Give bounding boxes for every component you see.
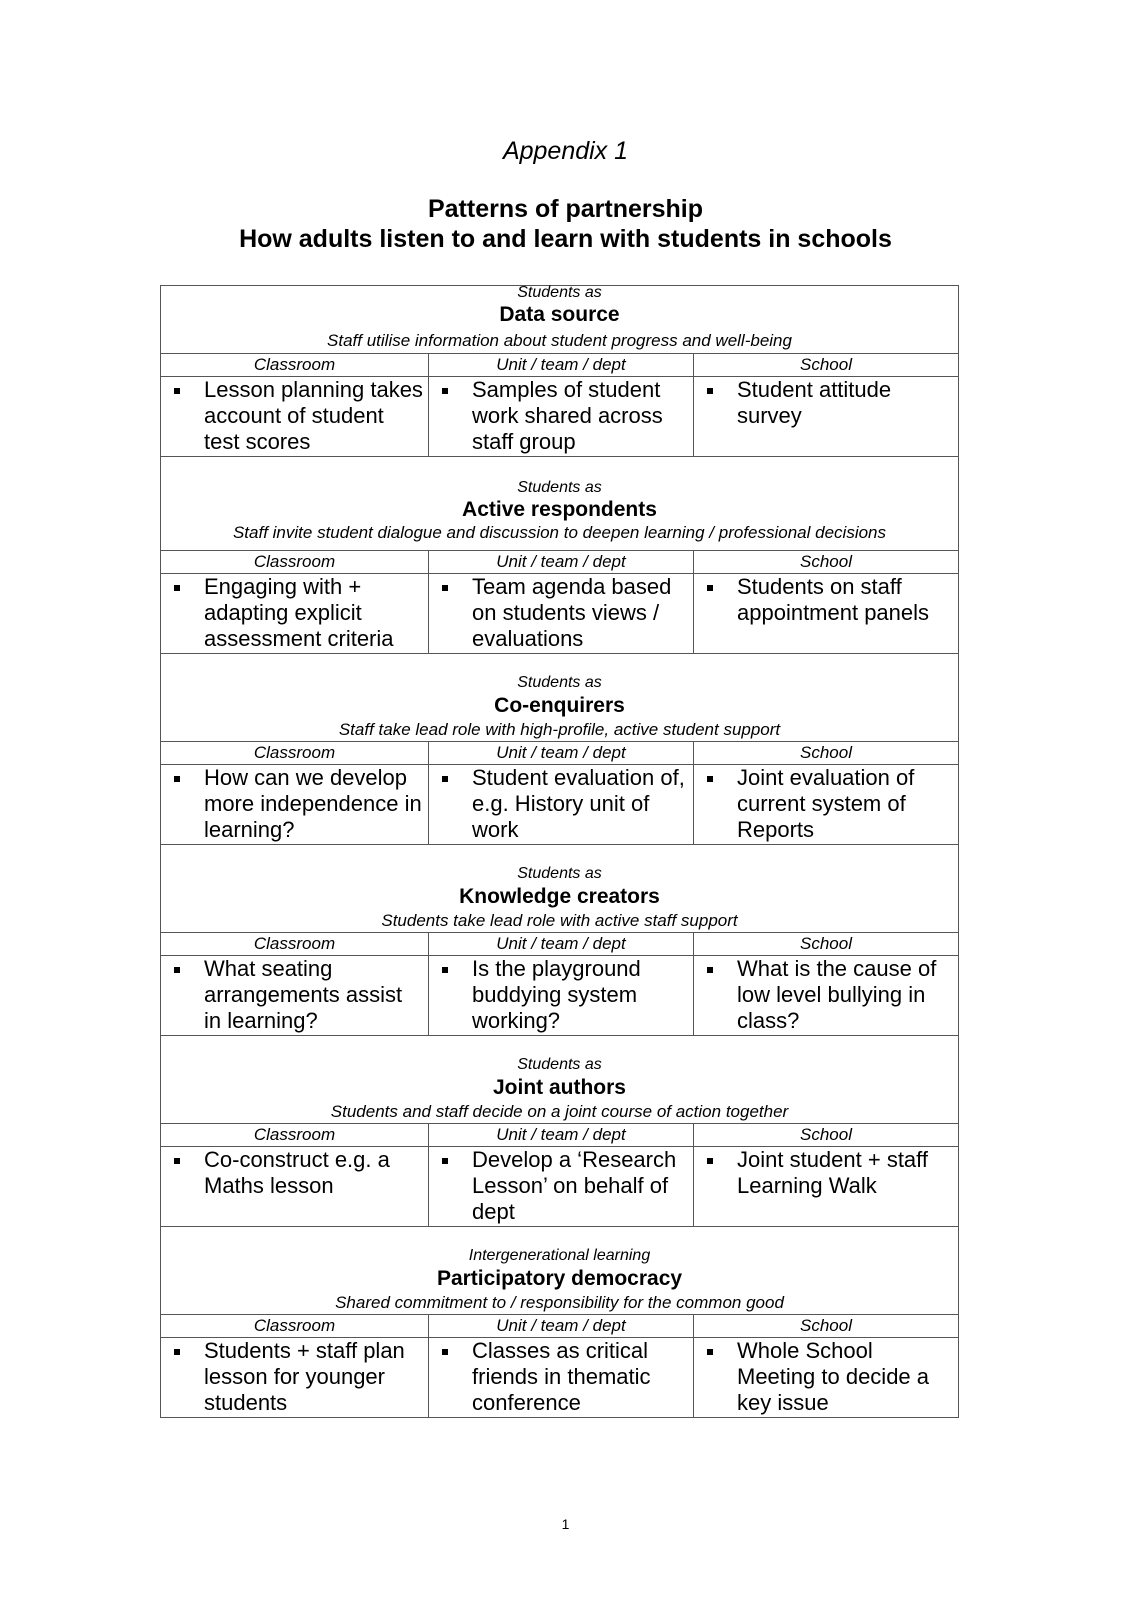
column-header-school: School [693,551,959,573]
column-header-unit: Unit / team / dept [428,1315,693,1337]
table-row [160,956,959,1036]
column-header-classroom: Classroom [160,933,428,955]
section-name: Joint authors [492,1076,626,1099]
section-description: Shared commitment to / responsibility for the common good [335,1293,784,1312]
cell-text: Engaging with + adapting explicit assessment criteria [204,574,394,651]
bullet-icon [442,967,448,973]
section-eyebrow: Students as [517,1056,602,1073]
section-name: Active respondents [462,498,657,521]
column-header-school: School [693,354,959,376]
cell-classroom [160,1338,428,1417]
section-header [160,286,959,354]
section-description: Staff invite student dialogue and discussion to deepen learning / professional decisions [232,523,887,542]
cell-unit [428,1338,693,1417]
column-header-classroom: Classroom [160,1124,428,1146]
column-header-row [160,1315,959,1338]
bullet-icon [174,776,180,782]
column-header-classroom: Classroom [160,551,428,573]
section-description: Students take lead role with active staff support [381,911,738,930]
bullet-icon [442,1349,448,1355]
section-eyebrow: Students as [517,865,602,882]
cell-classroom [160,377,428,456]
cell-text: Team agenda based on students views / evaluations [472,574,672,651]
appendix-label: Appendix 1 [502,137,629,165]
cell-unit [428,956,693,1035]
partnership-table [160,285,959,1418]
column-header-classroom: Classroom [160,742,428,764]
section-knowledge-creators [160,845,959,1036]
bullet-icon [707,776,713,782]
column-header-row [160,551,959,574]
section-co-enquirers [160,654,959,845]
cell-classroom [160,765,428,844]
column-header-school: School [693,933,959,955]
cell-text: Students on staff appointment panels [737,574,930,625]
bullet-icon [174,585,180,591]
cell-text: Joint student + staff Learning Walk [737,1147,928,1198]
table-row [160,574,959,654]
cell-text: What is the cause of low level bullying in class? [737,956,937,1033]
table-row [160,765,959,845]
column-header-unit: Unit / team / dept [428,742,693,764]
column-header-unit: Unit / team / dept [428,933,693,955]
column-header-school: School [693,742,959,764]
column-header-unit: Unit / team / dept [428,1124,693,1146]
cell-text: How can we develop more independence in learning? [204,765,422,842]
cell-text: Joint evaluation of current system of Reports [737,765,915,842]
bullet-icon [707,388,713,394]
cell-text: Students + staff plan lesson for younger students [204,1338,405,1415]
section-joint-authors [160,1036,959,1227]
cell-text: Co-construct e.g. a Maths lesson [204,1147,390,1198]
cell-text: Lesson planning takes account of student test scores [204,377,423,454]
cell-text: Whole School Meeting to decide a key issue [737,1338,930,1415]
cell-unit [428,765,693,844]
column-header-row [160,933,959,956]
document-title: Patterns of partnership [427,195,704,223]
table-row [160,377,959,457]
bullet-icon [707,967,713,973]
column-header-classroom: Classroom [160,354,428,376]
cell-text: Student evaluation of, e.g. History unit of work [472,765,685,842]
section-active-respondents [160,457,959,654]
bullet-icon [707,1158,713,1164]
cell-school [693,574,959,653]
cell-text: What seating arrangements assist in learning? [204,956,403,1033]
cell-school [693,377,959,456]
section-header [160,457,959,551]
cell-text: Samples of student work shared across staff group [472,377,663,454]
bullet-icon [442,388,448,394]
column-header-unit: Unit / team / dept [428,551,693,573]
bullet-icon [174,1158,180,1164]
column-header-school: School [693,1315,959,1337]
cell-classroom [160,956,428,1035]
section-name: Knowledge creators [459,885,660,908]
cell-text: Is the playground buddying system working? [472,956,641,1033]
section-header [160,845,959,933]
table-row [160,1338,959,1418]
section-eyebrow: Students as [517,284,602,301]
column-header-row [160,742,959,765]
column-header-row [160,354,959,377]
bullet-icon [442,1158,448,1164]
cell-school [693,1147,959,1226]
cell-classroom [160,574,428,653]
cell-text: Student attitude survey [737,377,892,428]
section-name: Participatory democracy [436,1267,683,1290]
cell-unit [428,1147,693,1226]
cell-school [693,956,959,1035]
document-subtitle: How adults listen to and learn with students in schools [239,225,892,253]
column-header-school: School [693,1124,959,1146]
cell-school [693,765,959,844]
section-data-source [160,286,959,457]
section-description: Students and staff decide on a joint course of action together [330,1102,789,1121]
bullet-icon [707,585,713,591]
column-header-classroom: Classroom [160,1315,428,1337]
bullet-icon [442,585,448,591]
cell-text: Develop a ‘Research Lesson’ on behalf of dept [472,1147,677,1224]
bullet-icon [707,1349,713,1355]
column-header-unit: Unit / team / dept [428,354,693,376]
section-description: Staff take lead role with high-profile, active student support [338,720,781,739]
bullet-icon [442,776,448,782]
cell-unit [428,377,693,456]
section-participatory-democracy [160,1227,959,1418]
section-name: Co-enquirers [494,694,625,717]
bullet-icon [174,967,180,973]
section-eyebrow: Intergenerational learning [468,1247,651,1264]
table-row [160,1147,959,1227]
section-eyebrow: Students as [517,479,602,496]
bullet-icon [174,1349,180,1355]
section-header [160,1036,959,1124]
cell-text: Classes as critical friends in thematic conference [472,1338,651,1415]
section-description: Staff utilise information about student progress and well-being [327,331,792,350]
section-header [160,654,959,742]
column-header-row [160,1124,959,1147]
bullet-icon [174,388,180,394]
section-name: Data source [499,303,620,326]
cell-classroom [160,1147,428,1226]
cell-school [693,1338,959,1417]
section-eyebrow: Students as [517,674,602,691]
page-number: 1 [561,1516,570,1532]
cell-unit [428,574,693,653]
section-header [160,1227,959,1315]
